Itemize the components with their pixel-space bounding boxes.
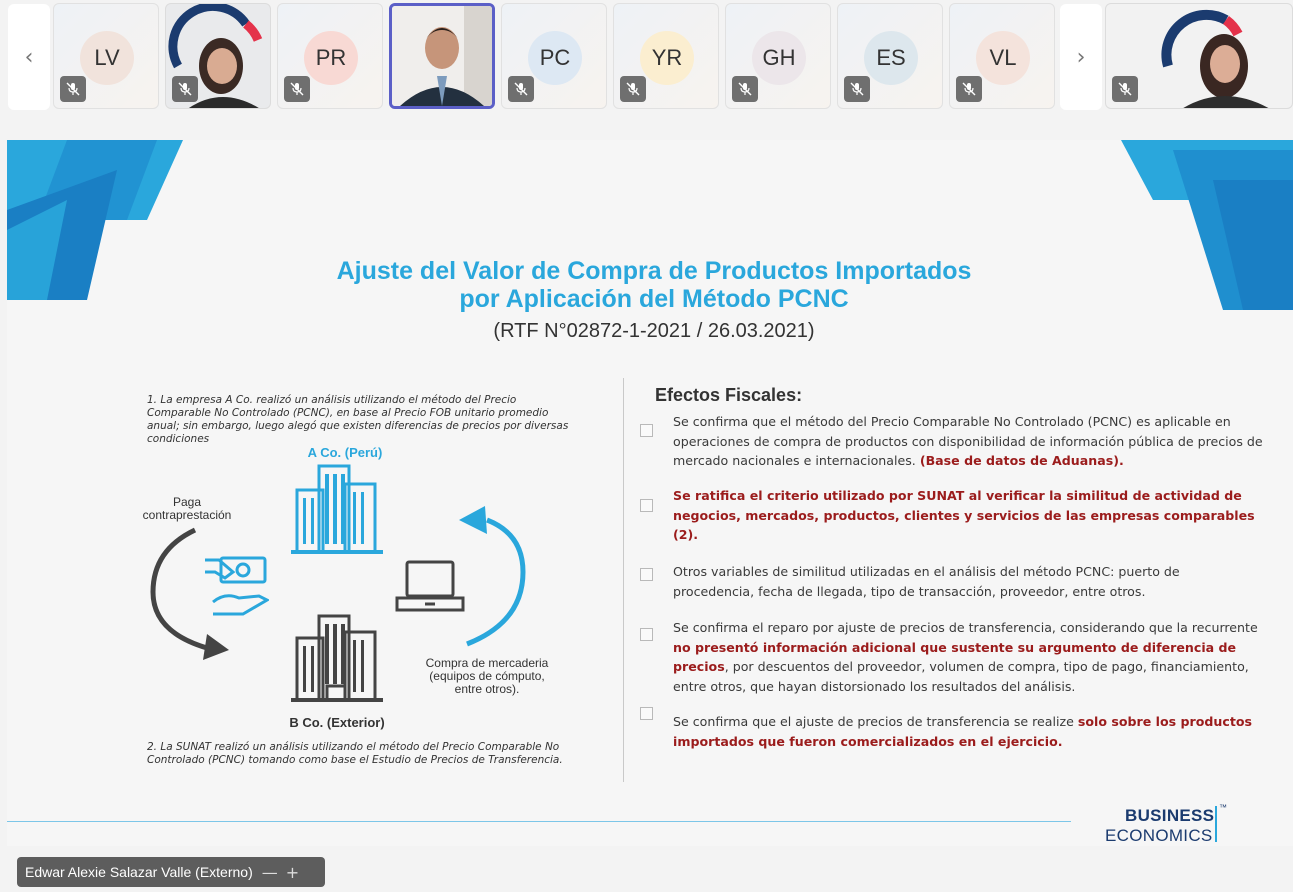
- participant-tile-lv[interactable]: [53, 3, 159, 109]
- avatar: PC: [528, 31, 582, 85]
- mic-off-icon: [844, 76, 870, 102]
- bullet-checkbox-icon: [640, 707, 653, 720]
- avatar: YR: [640, 31, 694, 85]
- mic-off-icon: [284, 76, 310, 102]
- participant-tile-vl[interactable]: [949, 3, 1055, 109]
- mic-off-icon: [1112, 76, 1138, 102]
- bullet-checkbox-icon: [640, 628, 653, 641]
- diagram-caption-2: 2. La SUNAT realizó un análisis utilizando el método del Precio Comparable No Controlado (PCNC) tomando como base el Estudio de Precios de Transferencia.: [147, 741, 563, 766]
- column-divider: [623, 378, 624, 782]
- bullet-checkbox-icon: [640, 424, 653, 437]
- slide-title-line2: por Aplicación del Método PCNC: [459, 285, 849, 313]
- effect-bullet-3: Otros variables de similitud utilizadas en el análisis del método PCNC: puerto de procedencia, fecha de llegada, tipo de transacción, proveedor, entre otros.: [673, 564, 1180, 599]
- money-hand-icon: [203, 552, 269, 620]
- presenter-name-tag: [17, 857, 325, 887]
- self-view-tile[interactable]: [1105, 3, 1293, 109]
- effect-bullet-1: Se confirma que el método del Precio Comparable No Controlado (PCNC) es aplicable en operaciones de compra de productos con disponibilidad de información pública de precios de mercado nacionales e internacionales. (Base de datos de Aduanas).: [673, 414, 1263, 468]
- bullet-checkbox-icon: [640, 568, 653, 581]
- building-gray-icon: [291, 610, 383, 706]
- avatar: PR: [304, 31, 358, 85]
- zoom-in-button[interactable]: +: [285, 862, 300, 882]
- mic-off-icon: [956, 76, 982, 102]
- next-participants-button[interactable]: [1060, 4, 1102, 110]
- slide-bottom-line: [7, 821, 1071, 822]
- participant-tile-pr[interactable]: [277, 3, 383, 109]
- mic-off-icon: [508, 76, 534, 102]
- zoom-out-button[interactable]: —: [261, 862, 278, 882]
- building-blue-icon: [291, 460, 383, 556]
- active-speaker-tile[interactable]: [389, 3, 495, 109]
- participant-tile-es[interactable]: [837, 3, 943, 109]
- avatar: ES: [864, 31, 918, 85]
- mic-off-icon: [172, 76, 198, 102]
- avatar: VL: [976, 31, 1030, 85]
- avatar: LV: [80, 31, 134, 85]
- chevron-left-icon: ‹: [24, 44, 34, 70]
- mic-off-icon: [732, 76, 758, 102]
- participant-tile-gh[interactable]: [725, 3, 831, 109]
- company-b-label: B Co. (Exterior): [289, 715, 385, 730]
- chevron-right-icon: ›: [1076, 44, 1086, 70]
- effects-title: Efectos Fiscales:: [655, 385, 803, 405]
- effect-bullet-2: Se ratifica el criterio utilizado por SUNAT al verificar la similitud de actividad de negocios, mercados, productos, clientes y servicios de las empresas comparables (2).: [673, 488, 1255, 542]
- participant-strip: [0, 0, 1293, 114]
- bullet-checkbox-icon: [640, 499, 653, 512]
- mic-off-icon: [60, 76, 86, 102]
- effect-bullet-5: Se confirma que el ajuste de precios de transferencia se realize solo sobre los productos importados que fueron comercializados en el ejercicio.: [673, 714, 1253, 749]
- purchase-label-3: entre otros).: [454, 682, 520, 696]
- participant-video-tile[interactable]: [165, 3, 271, 109]
- presenter-name: Edwar Alexie Salazar Valle (Externo): [25, 864, 253, 880]
- mic-off-icon: [620, 76, 646, 102]
- slide-title-line1: Ajuste del Valor de Compra de Productos Importados: [336, 257, 972, 285]
- shared-slide: [7, 140, 1293, 846]
- diagram-caption-1: 1. La empresa A Co. realizó un análisis utilizando el método del Precio Comparable No Controlado (PCNC), en base al Precio FOB unitario promedio anual; sin embargo, luego alegó que existen diferencias de precios por diversas condiciones: [147, 394, 569, 445]
- company-a-label: A Co. (Perú): [307, 445, 383, 460]
- slide-subtitle: (RTF N°02872-1-2021 / 26.03.2021): [493, 320, 815, 342]
- participant-tile-pc[interactable]: [501, 3, 607, 109]
- participant-tile-yr[interactable]: [613, 3, 719, 109]
- payment-label: Paga contraprestación: [142, 495, 232, 522]
- effect-bullet-4: Se confirma el reparo por ajuste de precios de transferencia, considerando que la recurrente no presentó información adicional que sustente su argumento de diferencia de precios, por descuentos del proveedor, volumen de compra, tipo de pago, financiamiento, entre otros, que hayan distorsionado los resultados del análisis.: [673, 620, 1258, 694]
- purchase-arrow-icon: [447, 506, 537, 652]
- avatar: GH: [752, 31, 806, 85]
- business-economics-logo: BUSINESS ECONOMICS ™: [1105, 803, 1227, 845]
- person-video-icon: [392, 6, 492, 106]
- prev-participants-button[interactable]: [8, 4, 50, 110]
- purchase-label-1: Compra de mercaderia: [425, 656, 549, 670]
- purchase-label-2: (equipos de cómputo,: [429, 669, 545, 683]
